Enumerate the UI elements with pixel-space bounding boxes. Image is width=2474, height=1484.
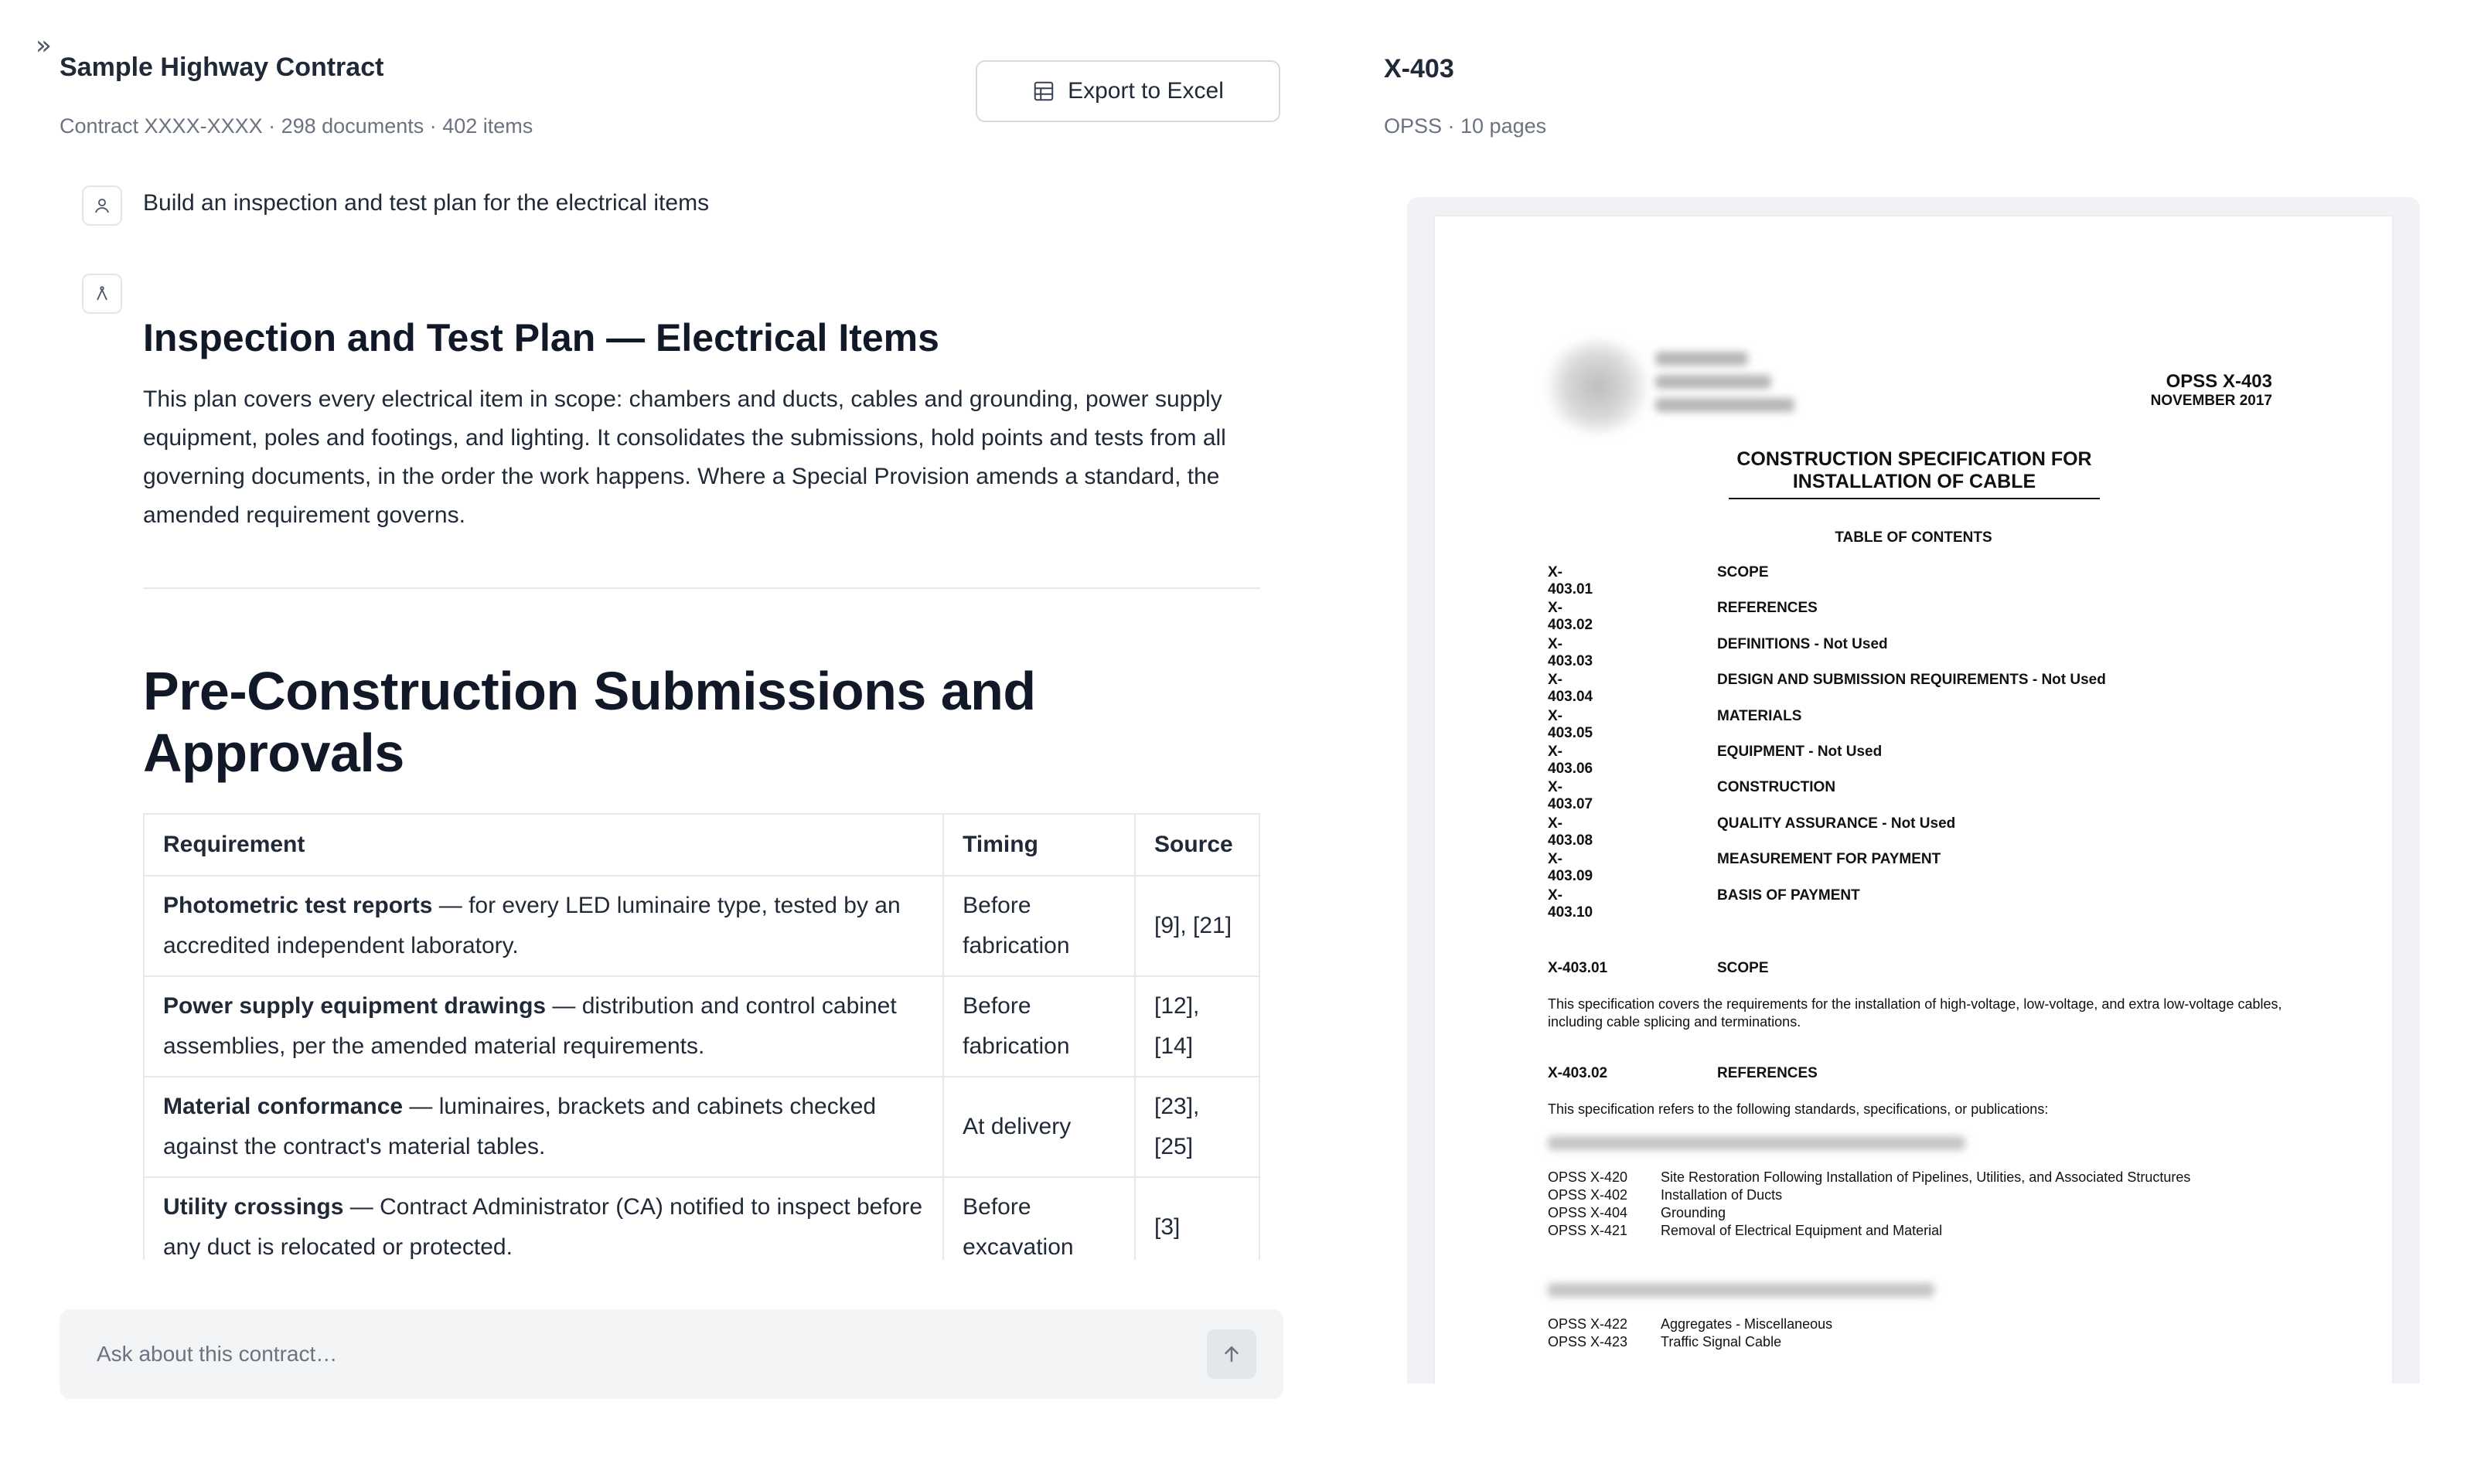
reference-code: OPSS X-423 bbox=[1548, 1334, 1628, 1350]
column-header-source: Source bbox=[1135, 814, 1259, 876]
table-row bbox=[144, 1077, 1259, 1177]
toc-title: SCOPE bbox=[1717, 564, 1769, 580]
toc-number: X-403.09 bbox=[1548, 851, 1593, 885]
reference-desc: Removal of Electrical Equipment and Material bbox=[1661, 1223, 1943, 1238]
export-button-label: Export to Excel bbox=[1068, 78, 1224, 104]
requirement-name: Photometric test reports bbox=[163, 893, 433, 918]
contract-meta: Contract XXXX-XXXX · 298 documents · 402 items bbox=[60, 114, 533, 138]
assistant-answer bbox=[143, 301, 1260, 1260]
toc-number: X-403.03 bbox=[1548, 635, 1593, 669]
requirement-detail: — for every LED luminaire type, tested by an accredited independent laboratory. bbox=[163, 893, 901, 958]
table-header-row bbox=[144, 814, 1259, 876]
timing-cell: At delivery bbox=[943, 1077, 1135, 1177]
scope-text: This specification covers the requirements for the installation of high-voltage, low-voltage, and extra low-voltage cables, including cable splicing and terminations. bbox=[1548, 996, 2282, 1030]
toc-title: REFERENCES bbox=[1717, 600, 1818, 617]
source-cell[interactable]: [9], [21] bbox=[1135, 876, 1259, 976]
user-avatar bbox=[82, 186, 122, 226]
toc-title: DEFINITIONS - Not Used bbox=[1717, 635, 1888, 652]
contract-title: Sample Highway Contract bbox=[60, 53, 384, 82]
reference-code: OPSS X-422 bbox=[1548, 1316, 1628, 1332]
document-page bbox=[1435, 216, 2392, 1384]
spec-code: OPSS X-403 bbox=[2166, 371, 2272, 392]
chat-input-box bbox=[60, 1309, 1283, 1399]
source-cell[interactable]: [3] bbox=[1135, 1177, 1259, 1260]
reference-desc: Site Restoration Following Installation of Pipelines, Utilities, and Associated Structures bbox=[1661, 1169, 2191, 1185]
answer-paragraph: This plan covers every electrical item in scope: chambers and ducts, cables and grounding, power supply equipment, poles and footings, and lighting. It consolidates the submissions, hold points and tests from all governing documents, in the order the work happens. Where a Special Provision amends a standard, the amended requirement governs. bbox=[143, 386, 1226, 528]
document-title: X-403 bbox=[1384, 54, 1454, 83]
section-scope-heading bbox=[1548, 960, 1769, 977]
section-references-heading bbox=[1548, 1065, 1818, 1082]
toc-number: X-403.10 bbox=[1548, 887, 1593, 921]
timing-cell: Before fabrication bbox=[943, 876, 1135, 976]
references-text: This specification refers to the following standards, specifications, or publications: bbox=[1548, 1101, 2049, 1117]
toc-number: X-403.01 bbox=[1548, 564, 1593, 597]
spec-title bbox=[1729, 448, 2100, 499]
requirement-cell bbox=[144, 1177, 943, 1260]
section-heading: Pre-Construction Submissions and Approvals bbox=[143, 661, 1036, 783]
requirement-name: Utility crossings bbox=[163, 1194, 344, 1220]
requirement-cell bbox=[144, 1077, 943, 1177]
toc-number: X-403.05 bbox=[1548, 707, 1593, 741]
source-cell[interactable]: [12], [14] bbox=[1135, 976, 1259, 1077]
section-number: X-403.01 bbox=[1548, 960, 1608, 976]
timing-cell: Before excavation bbox=[943, 1177, 1135, 1260]
section-title: SCOPE bbox=[1717, 960, 1769, 976]
spec-title-line: INSTALLATION OF CABLE bbox=[1792, 471, 2036, 492]
answer-heading: Inspection and Test Plan — Electrical Items bbox=[143, 316, 939, 359]
chat-input[interactable] bbox=[97, 1309, 1179, 1399]
source-cell[interactable]: [23], [25] bbox=[1135, 1077, 1259, 1177]
assistant-avatar bbox=[82, 274, 122, 314]
redacted-line bbox=[1548, 1283, 1934, 1297]
reference-code: OPSS X-421 bbox=[1548, 1223, 1628, 1238]
column-header-timing: Timing bbox=[943, 814, 1135, 876]
table-row bbox=[144, 976, 1259, 1077]
assistant-icon bbox=[93, 284, 111, 303]
user-icon bbox=[93, 196, 111, 215]
chat-thread bbox=[77, 178, 1268, 1260]
redacted-line bbox=[1548, 1136, 1965, 1150]
reference-desc: Installation of Ducts bbox=[1661, 1187, 1783, 1203]
toc-title: EQUIPMENT - Not Used bbox=[1717, 743, 1883, 760]
spec-date: NOVEMBER 2017 bbox=[2150, 393, 2272, 409]
column-header-requirement: Requirement bbox=[144, 814, 943, 876]
requirement-detail: — luminaires, brackets and cabinets checked against the contract's material tables. bbox=[163, 1094, 877, 1159]
agency-logo-text bbox=[1655, 352, 1794, 429]
toc-number: X-403.06 bbox=[1548, 743, 1593, 777]
requirement-detail: — distribution and control cabinet assemblies, per the amended material requirements. bbox=[163, 993, 897, 1059]
toc-number: X-403.02 bbox=[1548, 600, 1593, 634]
toc-heading: TABLE OF CONTENTS bbox=[1835, 529, 1992, 546]
reference-desc: Grounding bbox=[1661, 1205, 1726, 1220]
requirement-detail: — Contract Administrator (CA) notified to inspect before any duct is relocated or protected. bbox=[163, 1194, 923, 1260]
requirement-name: Material conformance bbox=[163, 1094, 404, 1119]
requirements-table bbox=[143, 813, 1260, 1260]
toc-number: X-403.08 bbox=[1548, 815, 1593, 849]
toc-title: MATERIALS bbox=[1717, 707, 1802, 724]
timing-cell: Before fabrication bbox=[943, 976, 1135, 1077]
requirement-name: Power supply equipment drawings bbox=[163, 993, 547, 1019]
reference-desc: Aggregates - Miscellaneous bbox=[1661, 1316, 1833, 1332]
arrow-up-icon bbox=[1220, 1343, 1243, 1366]
user-message: Build an inspection and test plan for the electrical items bbox=[143, 190, 710, 216]
table-row bbox=[144, 876, 1259, 976]
spreadsheet-icon bbox=[1032, 80, 1055, 103]
reference-code: OPSS X-402 bbox=[1548, 1187, 1628, 1203]
toc-title: DESIGN AND SUBMISSION REQUIREMENTS - Not Used bbox=[1717, 672, 2106, 689]
requirement-cell bbox=[144, 976, 943, 1077]
toc-title: MEASUREMENT FOR PAYMENT bbox=[1717, 851, 1941, 868]
toc-title: BASIS OF PAYMENT bbox=[1717, 887, 1860, 904]
reference-code: OPSS X-420 bbox=[1548, 1169, 1628, 1185]
spec-title-line: CONSTRUCTION SPECIFICATION FOR bbox=[1736, 448, 2092, 470]
send-button[interactable] bbox=[1207, 1329, 1256, 1379]
export-to-excel-button[interactable] bbox=[976, 60, 1280, 122]
toc-title: CONSTRUCTION bbox=[1717, 779, 1836, 796]
agency-logo bbox=[1543, 340, 1651, 433]
divider bbox=[143, 587, 1260, 589]
toc-number: X-403.04 bbox=[1548, 672, 1593, 706]
collapse-sidebar-icon[interactable]: » bbox=[36, 30, 52, 61]
section-number: X-403.02 bbox=[1548, 1065, 1608, 1081]
document-viewer[interactable] bbox=[1407, 197, 2420, 1384]
section-title: REFERENCES bbox=[1717, 1065, 1818, 1081]
requirement-cell bbox=[144, 876, 943, 976]
reference-desc: Traffic Signal Cable bbox=[1661, 1334, 1782, 1350]
toc-title: QUALITY ASSURANCE - Not Used bbox=[1717, 815, 1956, 832]
reference-code: OPSS X-404 bbox=[1548, 1205, 1628, 1220]
toc-number: X-403.07 bbox=[1548, 779, 1593, 813]
document-meta: OPSS · 10 pages bbox=[1384, 114, 1547, 138]
table-row bbox=[144, 1177, 1259, 1260]
